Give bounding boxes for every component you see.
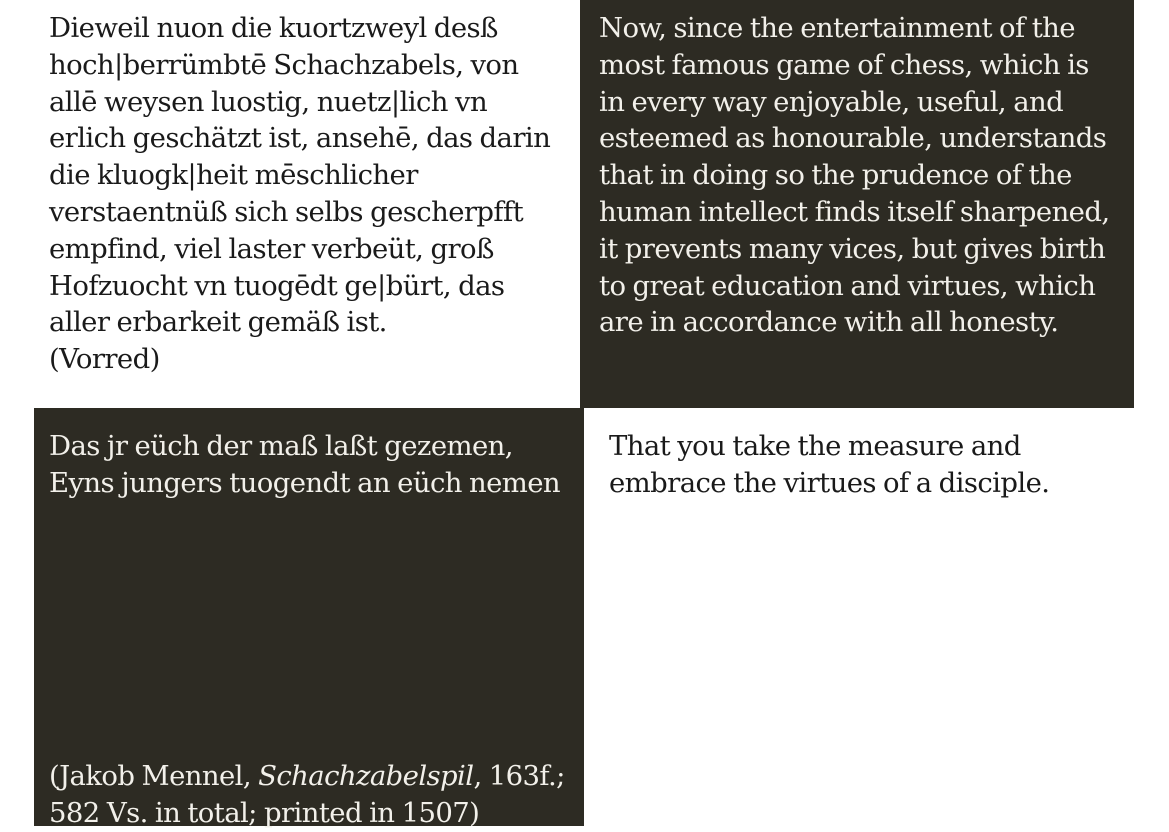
citation-line-1	[49, 758, 565, 795]
verse-line: embrace the virtues of a disciple.	[609, 466, 1050, 499]
text-line: hoch|berrümbtē Schachzabels, von	[49, 48, 519, 81]
english-prose-panel	[580, 0, 1134, 408]
text-line: esteemed as honourable, understands	[599, 122, 1107, 155]
work-title: Schachzabelspil	[258, 760, 474, 792]
german-prose-panel	[34, 0, 582, 408]
citation-line-2: 582 Vs. in total; printed in 1507)	[49, 796, 480, 829]
citation	[49, 758, 565, 832]
text-line: in every way enjoyable, useful, and	[599, 85, 1064, 118]
text-line: most famous game of chess, which is	[599, 48, 1089, 81]
text-line: Now, since the entertainment of the	[599, 12, 1075, 44]
text-line: that in doing so the prudence of the	[599, 159, 1072, 192]
text-line: to great education and virtues, which	[599, 269, 1096, 302]
source-label: (Vorred)	[49, 343, 160, 375]
text-line: empfind, viel laster verbeüt, groß	[49, 232, 494, 265]
verse-line: Das jr eüch der maß laßt gezemen,	[49, 430, 513, 462]
english-verse-panel	[584, 408, 1134, 826]
verse-line: That you take the measure and	[609, 430, 1021, 462]
text-line: are in accordance with all honesty.	[599, 306, 1059, 339]
german-prose-text	[49, 10, 550, 341]
text-line: it prevents many vices, but gives birth	[599, 232, 1106, 265]
german-verse-text	[49, 428, 560, 502]
verse-line: Eyns jungers tuogendt an eüch nemen	[49, 466, 561, 499]
text-line: verstaentnüß sich selbs gescherpfft	[49, 195, 524, 228]
citation-prefix: (Jakob Mennel,	[49, 760, 259, 792]
text-line: Hofzuocht vn tuogēdt ge|bürt, das	[49, 269, 505, 302]
text-line: erlich geschätzt ist, ansehē, das darin	[49, 122, 551, 155]
english-verse-text	[609, 428, 1049, 502]
text-line: die kluogk|heit mēschlicher	[49, 159, 418, 192]
text-line: aller erbarkeit gemäß ist.	[49, 306, 387, 339]
citation-suffix: , 163f.;	[473, 760, 565, 792]
text-line: Dieweil nuon die kuortzweyl desß	[49, 12, 498, 44]
text-line: allē weysen luostig, nuetz|lich vn	[49, 85, 488, 118]
german-verse-panel	[34, 408, 584, 829]
text-line: human intellect finds itself sharpened,	[599, 195, 1110, 228]
english-prose-text	[599, 10, 1110, 341]
